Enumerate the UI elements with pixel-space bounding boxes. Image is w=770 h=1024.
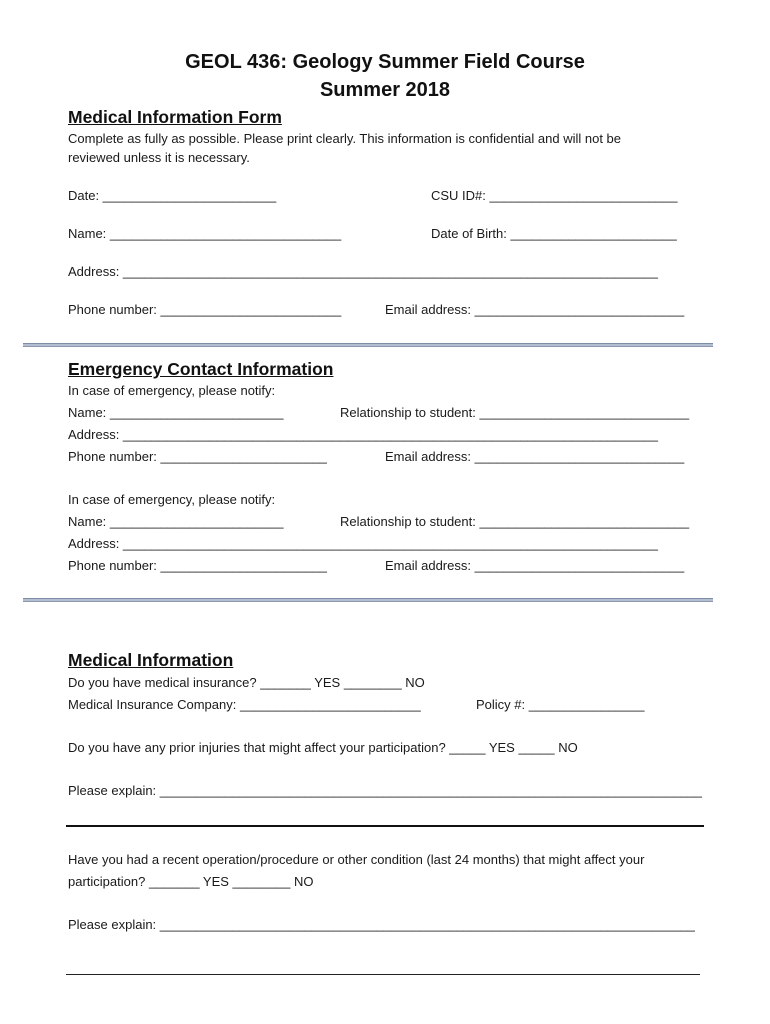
emergency-contact-heading: Emergency Contact Information <box>68 359 334 379</box>
emergency-notify-label-2: In case of emergency, please notify: <box>68 492 276 507</box>
operation-question-line-1: Have you had a recent operation/procedure or other condition (last 24 months) that might affect your <box>68 852 645 867</box>
insurance-company-field[interactable]: Medical Insurance Company: _________________________ <box>68 697 421 712</box>
explain-field-1[interactable]: Please explain: ___________________________________________________________________________ <box>68 783 703 798</box>
emergency-email-field-2[interactable]: Email address: _____________________________ <box>385 558 685 573</box>
emergency-name-field-2[interactable]: Name: ________________________ <box>68 514 284 529</box>
emergency-address-field-1[interactable]: Address: __________________________________________________________________________ <box>68 427 658 442</box>
name-field[interactable]: Name: ________________________________ <box>68 226 342 241</box>
emergency-phone-field-1[interactable]: Phone number: _______________________ <box>68 449 327 464</box>
medical-information-heading: Medical Information <box>68 650 234 670</box>
emergency-name-field-1[interactable]: Name: ________________________ <box>68 405 284 420</box>
intro-text-line-2: reviewed unless it is necessary. <box>68 150 250 165</box>
csu-id-field[interactable]: CSU ID#: __________________________ <box>431 188 678 203</box>
form-title-line-2: Summer 2018 <box>319 79 451 101</box>
form-title-line-1: GEOL 436: Geology Summer Field Course <box>185 51 585 73</box>
address-field[interactable]: Address: __________________________________________________________________________ <box>68 264 658 279</box>
explain-continuation-line[interactable] <box>66 825 704 827</box>
email-address-field[interactable]: Email address: _____________________________ <box>385 302 685 317</box>
medical-form-heading: Medical Information Form <box>68 107 282 127</box>
emergency-notify-label-1: In case of emergency, please notify: <box>68 383 276 398</box>
insurance-question[interactable]: Do you have medical insurance? _______ YES ________ NO <box>68 675 425 690</box>
phone-number-field[interactable]: Phone number: _________________________ <box>68 302 342 317</box>
emergency-address-field-2[interactable]: Address: __________________________________________________________________________ <box>68 536 658 551</box>
section-divider <box>23 343 713 347</box>
prior-injuries-question[interactable]: Do you have any prior injuries that might affect your participation? _____ YES _____ NO <box>68 740 578 755</box>
section-divider <box>23 598 713 602</box>
emergency-relationship-field-1[interactable]: Relationship to student: _____________________________ <box>340 405 690 420</box>
operation-question-line-2[interactable]: participation? _______ YES ________ NO <box>68 874 314 889</box>
emergency-phone-field-2[interactable]: Phone number: _______________________ <box>68 558 327 573</box>
explain-continuation-line[interactable] <box>66 974 700 975</box>
date-field[interactable]: Date: ________________________ <box>68 188 277 203</box>
emergency-email-field-1[interactable]: Email address: _____________________________ <box>385 449 685 464</box>
explain-field-2[interactable]: Please explain: __________________________________________________________________________ <box>68 917 695 932</box>
date-of-birth-field[interactable]: Date of Birth: _______________________ <box>431 226 677 241</box>
intro-text-line-1: Complete as fully as possible. Please print clearly. This information is confidential and will not be <box>68 131 622 146</box>
policy-number-field[interactable]: Policy #: ________________ <box>476 697 645 712</box>
emergency-relationship-field-2[interactable]: Relationship to student: _____________________________ <box>340 514 690 529</box>
